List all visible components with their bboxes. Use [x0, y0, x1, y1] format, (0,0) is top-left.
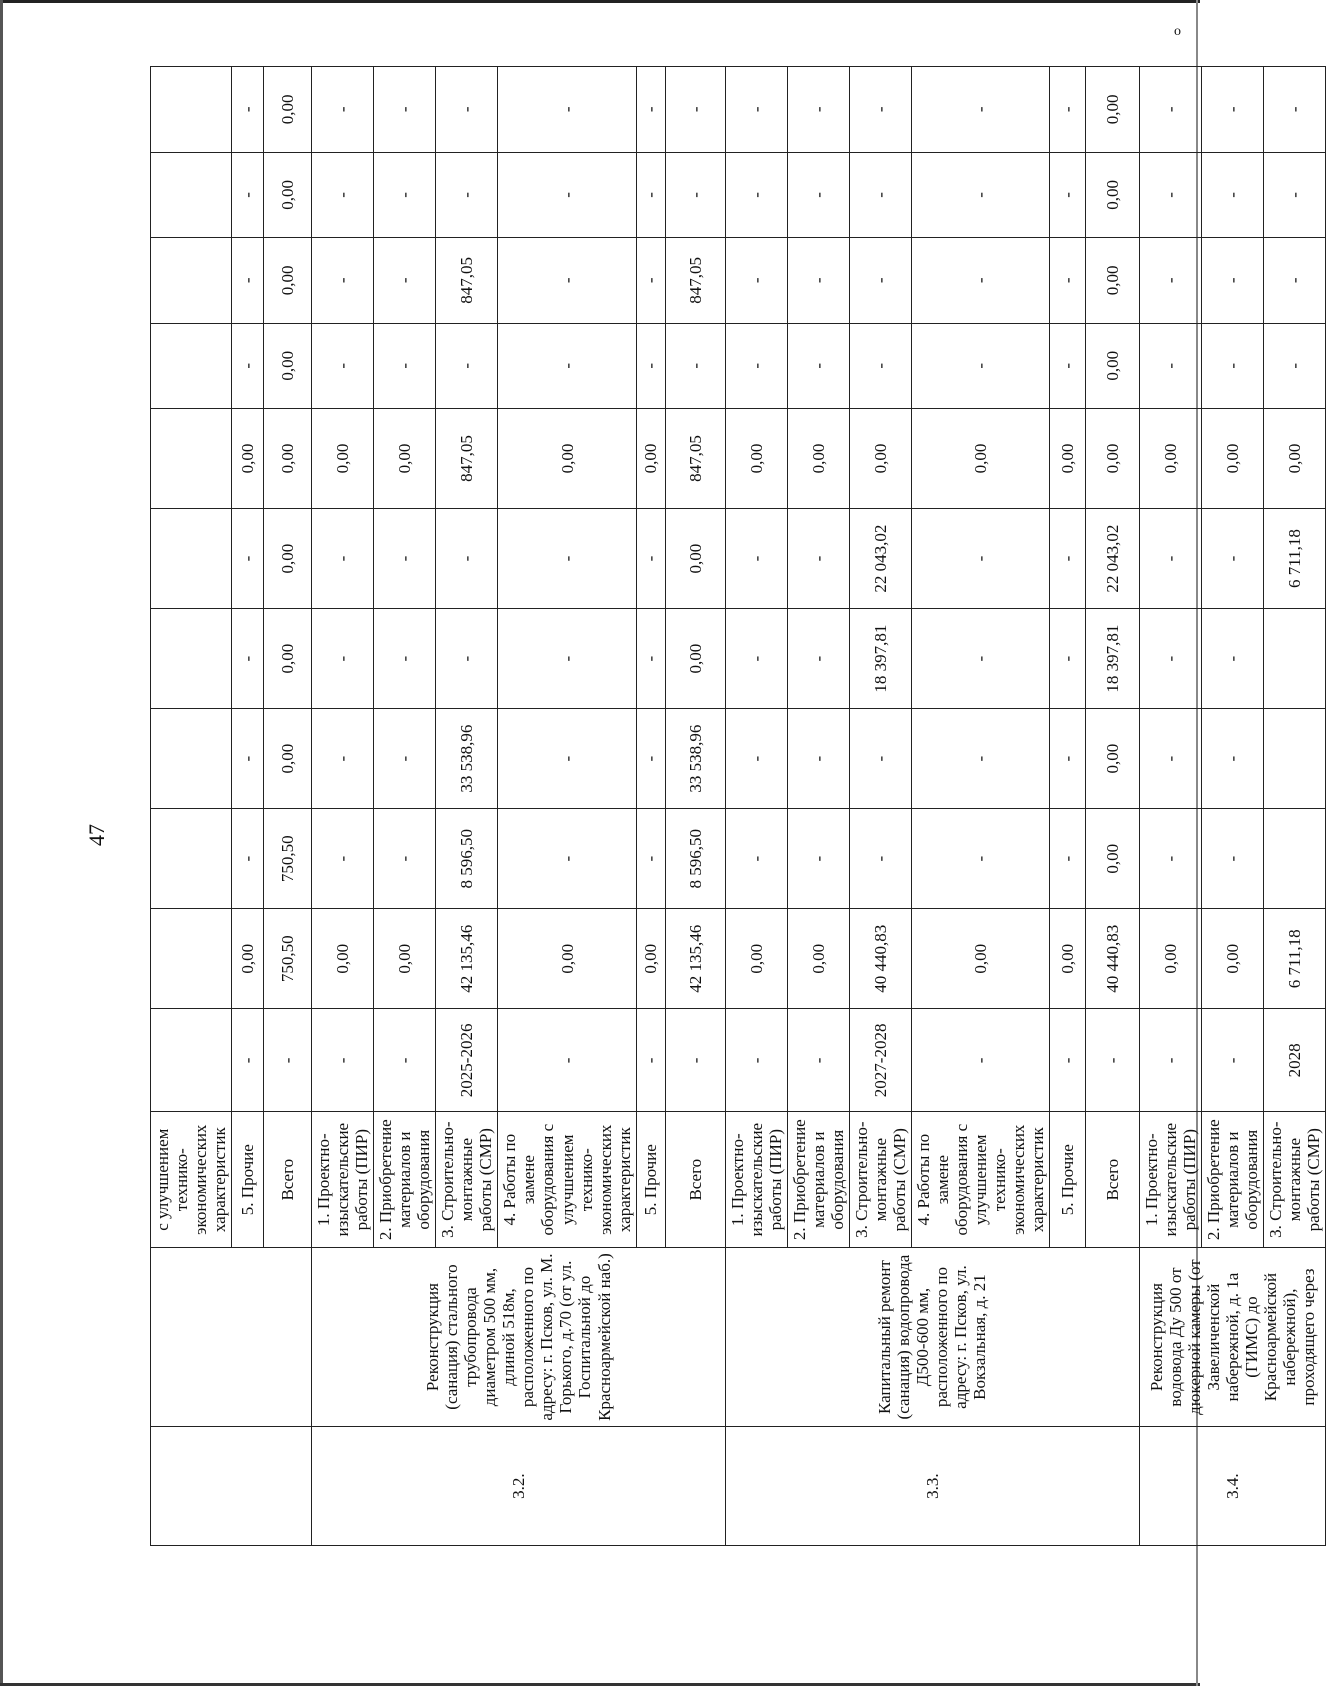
rotated-table-wrapper: [150, 66, 1324, 1546]
cell-value: 33 538,96: [436, 709, 498, 809]
cell-value: 0,00: [264, 709, 312, 809]
work-type: Всего: [665, 1112, 725, 1247]
cell-value: -: [636, 323, 665, 408]
cell-year: -: [1050, 1009, 1086, 1112]
cell-value: 18 397,81: [849, 609, 911, 709]
cell-value: 847,05: [436, 238, 498, 323]
cell-value: -: [1140, 609, 1202, 709]
cell-value: 0,00: [232, 408, 264, 508]
cell-value: -: [1050, 809, 1086, 909]
cell-value: -: [1202, 323, 1264, 408]
cell-value: 0,00: [1050, 408, 1086, 508]
cell-value: -: [725, 709, 787, 809]
cell-total: 0,00: [636, 909, 665, 1009]
cell-value: -: [725, 809, 787, 909]
cell-value: 8 596,50: [665, 809, 725, 909]
cell-value: -: [911, 238, 1049, 323]
cell-year: -: [232, 1009, 264, 1112]
cell-value: -: [1140, 509, 1202, 609]
cell-total: 0,00: [1050, 909, 1086, 1009]
cell-value: -: [1050, 238, 1086, 323]
cell-value: -: [787, 152, 849, 237]
cell-value: -: [1202, 152, 1264, 237]
cell-value: 0,00: [1086, 323, 1140, 408]
cell-value: 0,00: [665, 609, 725, 709]
cell-value: 0,00: [725, 408, 787, 508]
object-name: [151, 1247, 312, 1426]
cell-year: -: [312, 1009, 374, 1112]
cell-value: -: [725, 67, 787, 153]
page-number: 47: [84, 824, 109, 846]
cell-year: 2028: [1264, 1009, 1326, 1112]
cell-value: -: [374, 238, 436, 323]
cell-value: -: [1050, 67, 1086, 153]
cell-value: -: [374, 152, 436, 237]
cell-value: -: [498, 709, 636, 809]
cell-value: -: [725, 152, 787, 237]
cell-value: -: [1140, 67, 1202, 153]
cell-value: -: [1264, 323, 1326, 408]
cell-value: -: [1140, 238, 1202, 323]
cell-value: 0,00: [787, 408, 849, 508]
cell-value: -: [787, 809, 849, 909]
cell-total: 42 135,46: [665, 909, 725, 1009]
cell-year: 2027-2028: [849, 1009, 911, 1112]
cell-value: 0,00: [1086, 809, 1140, 909]
cell-value: -: [312, 809, 374, 909]
cell-year: 2025-2026: [436, 1009, 498, 1112]
cell-value: -: [787, 709, 849, 809]
cell-value: 750,50: [264, 809, 312, 909]
cell-value: 847,05: [436, 408, 498, 508]
cell-value: [151, 408, 232, 508]
cell-value: [151, 152, 232, 237]
cell-value: 0,00: [264, 609, 312, 709]
cell-year: [151, 1009, 232, 1112]
cell-value: [151, 67, 232, 153]
cell-value: -: [374, 67, 436, 153]
cell-total: 0,00: [1140, 909, 1202, 1009]
cell-value: -: [636, 152, 665, 237]
cell-total: 0,00: [1202, 909, 1264, 1009]
cell-value: -: [232, 609, 264, 709]
cell-value: 0,00: [1086, 67, 1140, 153]
cell-value: -: [1202, 238, 1264, 323]
cell-value: -: [498, 809, 636, 909]
cell-value: 0,00: [1086, 238, 1140, 323]
cell-value: 0,00: [636, 408, 665, 508]
cell-value: -: [665, 67, 725, 153]
table-row: [312, 67, 374, 1546]
cell-value: 18 397,81: [1086, 609, 1140, 709]
cell-value: -: [911, 709, 1049, 809]
work-type: 2. Приобретение материалов и оборудования: [374, 1112, 436, 1247]
cell-value: -: [232, 238, 264, 323]
cell-value: -: [1140, 323, 1202, 408]
cell-total: 0,00: [911, 909, 1049, 1009]
cell-value: -: [232, 152, 264, 237]
cell-year: -: [498, 1009, 636, 1112]
work-type: 2. Приобретение материалов и оборудования: [787, 1112, 849, 1247]
cell-value: [1264, 809, 1326, 909]
cell-total: 750,50: [264, 909, 312, 1009]
cell-year: -: [636, 1009, 665, 1112]
cell-year: -: [665, 1009, 725, 1112]
cell-value: 0,00: [1140, 408, 1202, 508]
cell-value: -: [374, 609, 436, 709]
cell-value: -: [911, 509, 1049, 609]
cell-value: -: [436, 152, 498, 237]
cell-value: -: [1264, 152, 1326, 237]
work-type: 4. Работы по замене оборудования с улучшением технико-экономических характеристик: [911, 1112, 1049, 1247]
investment-table: [150, 66, 1326, 1546]
cell-value: -: [1202, 67, 1264, 153]
cell-value: -: [849, 709, 911, 809]
cell-value: 0,00: [264, 323, 312, 408]
cell-value: 0,00: [1086, 408, 1140, 508]
cell-total: 0,00: [232, 909, 264, 1009]
cell-total: 0,00: [374, 909, 436, 1009]
work-type: 1. Проектно-изыскательские работы (ПИР): [1140, 1112, 1202, 1247]
cell-value: 8 596,50: [436, 809, 498, 909]
cell-value: -: [911, 809, 1049, 909]
work-type: 5. Прочие: [232, 1112, 264, 1247]
cell-value: -: [1050, 323, 1086, 408]
table-row: [725, 67, 787, 1546]
cell-value: [151, 509, 232, 609]
cell-value: 0,00: [849, 408, 911, 508]
work-type: 3. Строительно-монтажные работы (СМР): [849, 1112, 911, 1247]
cell-value: -: [232, 809, 264, 909]
cell-value: 0,00: [911, 408, 1049, 508]
cell-total: 0,00: [498, 909, 636, 1009]
cell-value: -: [1202, 809, 1264, 909]
cell-value: -: [911, 67, 1049, 153]
table-row: [151, 67, 232, 1546]
cell-value: -: [787, 323, 849, 408]
cell-value: -: [498, 509, 636, 609]
cell-value: -: [436, 67, 498, 153]
cell-value: -: [849, 152, 911, 237]
cell-value: -: [636, 67, 665, 153]
cell-value: -: [636, 509, 665, 609]
cell-total: 40 440,83: [1086, 909, 1140, 1009]
cell-value: -: [232, 709, 264, 809]
row-number: 3.4.: [1140, 1427, 1326, 1546]
cell-value: -: [911, 609, 1049, 709]
cell-value: -: [636, 238, 665, 323]
cell-value: 0,00: [312, 408, 374, 508]
cell-year: -: [374, 1009, 436, 1112]
cell-value: -: [725, 609, 787, 709]
cell-value: -: [849, 809, 911, 909]
cell-value: [151, 609, 232, 709]
cell-value: -: [787, 67, 849, 153]
cell-value: -: [1050, 709, 1086, 809]
cell-value: 0,00: [264, 238, 312, 323]
cell-value: -: [1050, 609, 1086, 709]
cell-value: -: [498, 67, 636, 153]
cell-total: 40 440,83: [849, 909, 911, 1009]
cell-value: [1264, 709, 1326, 809]
cell-value: -: [665, 152, 725, 237]
cell-value: -: [725, 509, 787, 609]
work-type: Всего: [1086, 1112, 1140, 1247]
cell-value: 6 711,18: [1264, 509, 1326, 609]
cell-value: 0,00: [264, 67, 312, 153]
cell-value: 0,00: [498, 408, 636, 508]
cell-value: -: [1140, 709, 1202, 809]
cell-value: -: [498, 323, 636, 408]
cell-year: -: [787, 1009, 849, 1112]
cell-value: -: [312, 323, 374, 408]
cell-value: 847,05: [665, 238, 725, 323]
cell-value: -: [1050, 509, 1086, 609]
cell-value: -: [725, 323, 787, 408]
cell-value: -: [911, 152, 1049, 237]
work-type: 1. Проектно-изыскательские работы (ПИР): [725, 1112, 787, 1247]
cell-value: [151, 809, 232, 909]
table-row: [1140, 67, 1202, 1546]
work-type: 3. Строительно-монтажные работы (СМР): [1264, 1112, 1326, 1247]
row-number: 3.2.: [312, 1427, 726, 1546]
cell-value: -: [498, 152, 636, 237]
cell-value: -: [232, 67, 264, 153]
cell-year: -: [911, 1009, 1049, 1112]
cell-year: -: [1140, 1009, 1202, 1112]
cell-value: -: [312, 509, 374, 609]
cell-value: -: [787, 509, 849, 609]
cell-value: -: [312, 609, 374, 709]
cell-value: 847,05: [665, 408, 725, 508]
scan-edge-left: [0, 0, 3, 1686]
cell-value: 22 043,02: [849, 509, 911, 609]
cell-value: 22 043,02: [1086, 509, 1140, 609]
cell-value: -: [1264, 67, 1326, 153]
cell-value: -: [849, 238, 911, 323]
cell-value: -: [312, 709, 374, 809]
work-type: 3. Строительно-монтажные работы (СМР): [436, 1112, 498, 1247]
work-type: 5. Прочие: [636, 1112, 665, 1247]
cell-value: -: [312, 67, 374, 153]
cell-value: -: [1202, 609, 1264, 709]
cell-value: -: [665, 323, 725, 408]
cell-value: 0,00: [264, 152, 312, 237]
cell-value: 0,00: [264, 408, 312, 508]
cell-value: -: [911, 323, 1049, 408]
cell-value: -: [498, 609, 636, 709]
cell-year: -: [725, 1009, 787, 1112]
cell-total: 0,00: [312, 909, 374, 1009]
cell-total: 0,00: [787, 909, 849, 1009]
object-name: Капитальный ремонт (санация) водопровода Д500-600 мм, расположенного по адресу: г. Псков, ул. Вокзальная, д. 21: [725, 1247, 1140, 1426]
cell-value: [151, 709, 232, 809]
object-name: Реконструкция (санация) стального трубопровода диаметром 500 мм, длиной 518м, расположенного по адресу: г. Псков, ул. М. Горького, д.70 (от ул. Госпитальной до Красноармейской наб.): [312, 1247, 726, 1426]
cell-value: -: [312, 238, 374, 323]
cell-value: [151, 323, 232, 408]
work-type: Всего: [264, 1112, 312, 1247]
work-type: 1. Проектно-изыскательские работы (ПИР): [312, 1112, 374, 1247]
cell-value: -: [374, 509, 436, 609]
cell-value: -: [232, 509, 264, 609]
cell-value: -: [849, 67, 911, 153]
cell-value: -: [232, 323, 264, 408]
cell-value: 0,00: [1086, 709, 1140, 809]
cell-value: -: [787, 609, 849, 709]
cell-value: -: [636, 709, 665, 809]
cell-value: -: [312, 152, 374, 237]
stray-mark: о: [1174, 24, 1181, 39]
scan-edge-top: [0, 0, 1200, 3]
cell-value: -: [374, 709, 436, 809]
work-type: 2. Приобретение материалов и оборудования: [1202, 1112, 1264, 1247]
cell-total: 6 711,18: [1264, 909, 1326, 1009]
cell-value: -: [374, 809, 436, 909]
cell-value: -: [849, 323, 911, 408]
cell-value: -: [498, 238, 636, 323]
cell-value: [1264, 609, 1326, 709]
cell-value: -: [1140, 152, 1202, 237]
work-type: с улучшением технико-экономических характеристик: [151, 1112, 232, 1247]
cell-value: -: [436, 609, 498, 709]
cell-value: 0,00: [264, 509, 312, 609]
cell-value: -: [374, 323, 436, 408]
cell-value: -: [1264, 238, 1326, 323]
cell-year: -: [264, 1009, 312, 1112]
cell-year: -: [1202, 1009, 1264, 1112]
cell-value: 0,00: [1086, 152, 1140, 237]
cell-value: -: [436, 323, 498, 408]
cell-total: 42 135,46: [436, 909, 498, 1009]
cell-value: -: [1202, 509, 1264, 609]
cell-value: -: [636, 609, 665, 709]
cell-value: -: [636, 809, 665, 909]
cell-value: -: [436, 509, 498, 609]
row-number: [151, 1427, 312, 1546]
cell-value: [151, 238, 232, 323]
row-number: 3.3.: [725, 1427, 1140, 1546]
cell-total: [151, 909, 232, 1009]
cell-value: -: [725, 238, 787, 323]
cell-value: -: [787, 238, 849, 323]
cell-value: -: [1202, 709, 1264, 809]
cell-year: -: [1086, 1009, 1140, 1112]
cell-value: 33 538,96: [665, 709, 725, 809]
work-type: 4. Работы по замене оборудования с улучшением технико-экономических характеристик: [498, 1112, 636, 1247]
cell-total: 0,00: [725, 909, 787, 1009]
cell-value: -: [1050, 152, 1086, 237]
cell-value: 0,00: [665, 509, 725, 609]
cell-value: 0,00: [1202, 408, 1264, 508]
cell-value: 0,00: [1264, 408, 1326, 508]
work-type: 5. Прочие: [1050, 1112, 1086, 1247]
cell-value: 0,00: [374, 408, 436, 508]
cell-value: -: [1140, 809, 1202, 909]
object-name: Реконструкция водовода Ду 500 от дюкерной камеры (от Завеличенской набережной, д. 1а (ГИМС) до Красноармейской набережной), проходящего через: [1140, 1247, 1326, 1426]
